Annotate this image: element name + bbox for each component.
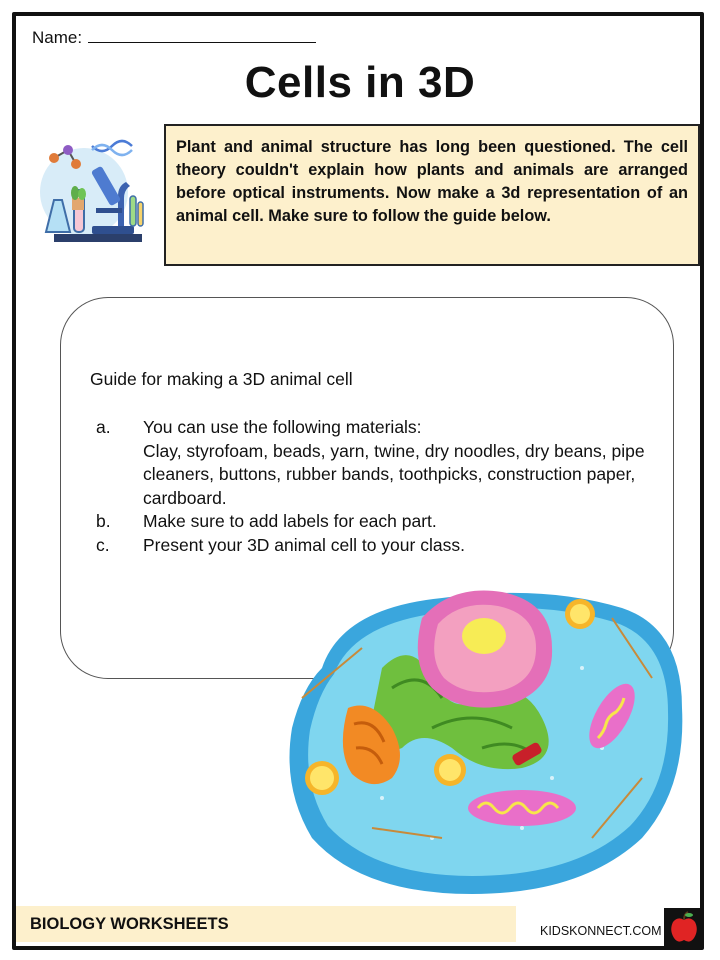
guide-list bbox=[90, 416, 650, 557]
footer-site: KIDSKONNECT.COM bbox=[540, 924, 662, 938]
microscope-lab-icon bbox=[34, 136, 146, 248]
intro-text: Plant and animal structure has long been questioned. The cell theory couldn't explain how plants and animals are arranged before optical instruments. Now make a 3d representation of an animal cell. Make sure to follow the guide below. bbox=[176, 138, 688, 225]
guide-item-marker: c. bbox=[96, 534, 110, 555]
name-label: Name: bbox=[32, 28, 83, 47]
guide-item-marker: a. bbox=[96, 417, 111, 437]
intro-box bbox=[164, 124, 700, 266]
guide-item-text: Present your 3D animal cell to your class. bbox=[143, 534, 465, 555]
guide-item-c bbox=[90, 534, 650, 558]
guide-item-text: Make sure to add labels for each part. bbox=[143, 511, 437, 531]
page-title: Cells in 3D bbox=[244, 58, 476, 107]
guide-item-text: You can use the following materials: bbox=[143, 417, 422, 437]
guide-item-b bbox=[90, 510, 650, 534]
name-blank-line[interactable] bbox=[88, 28, 316, 43]
name-field[interactable] bbox=[32, 28, 316, 48]
guide-item-marker: b. bbox=[96, 511, 111, 531]
materials-text: Clay, styrofoam, beads, yarn, twine, dry noodles, dry beans, pipe cleaners, buttons, rubber bands, toothpicks, construction paper, cardboard. bbox=[143, 440, 645, 508]
footer-brand: BIOLOGY WORKSHEETS bbox=[30, 915, 229, 933]
guide-title: Guide for making a 3D animal cell bbox=[90, 369, 353, 389]
animal-cell-illustration bbox=[282, 578, 694, 900]
apple-icon bbox=[664, 908, 704, 948]
guide-item-a bbox=[90, 416, 650, 510]
